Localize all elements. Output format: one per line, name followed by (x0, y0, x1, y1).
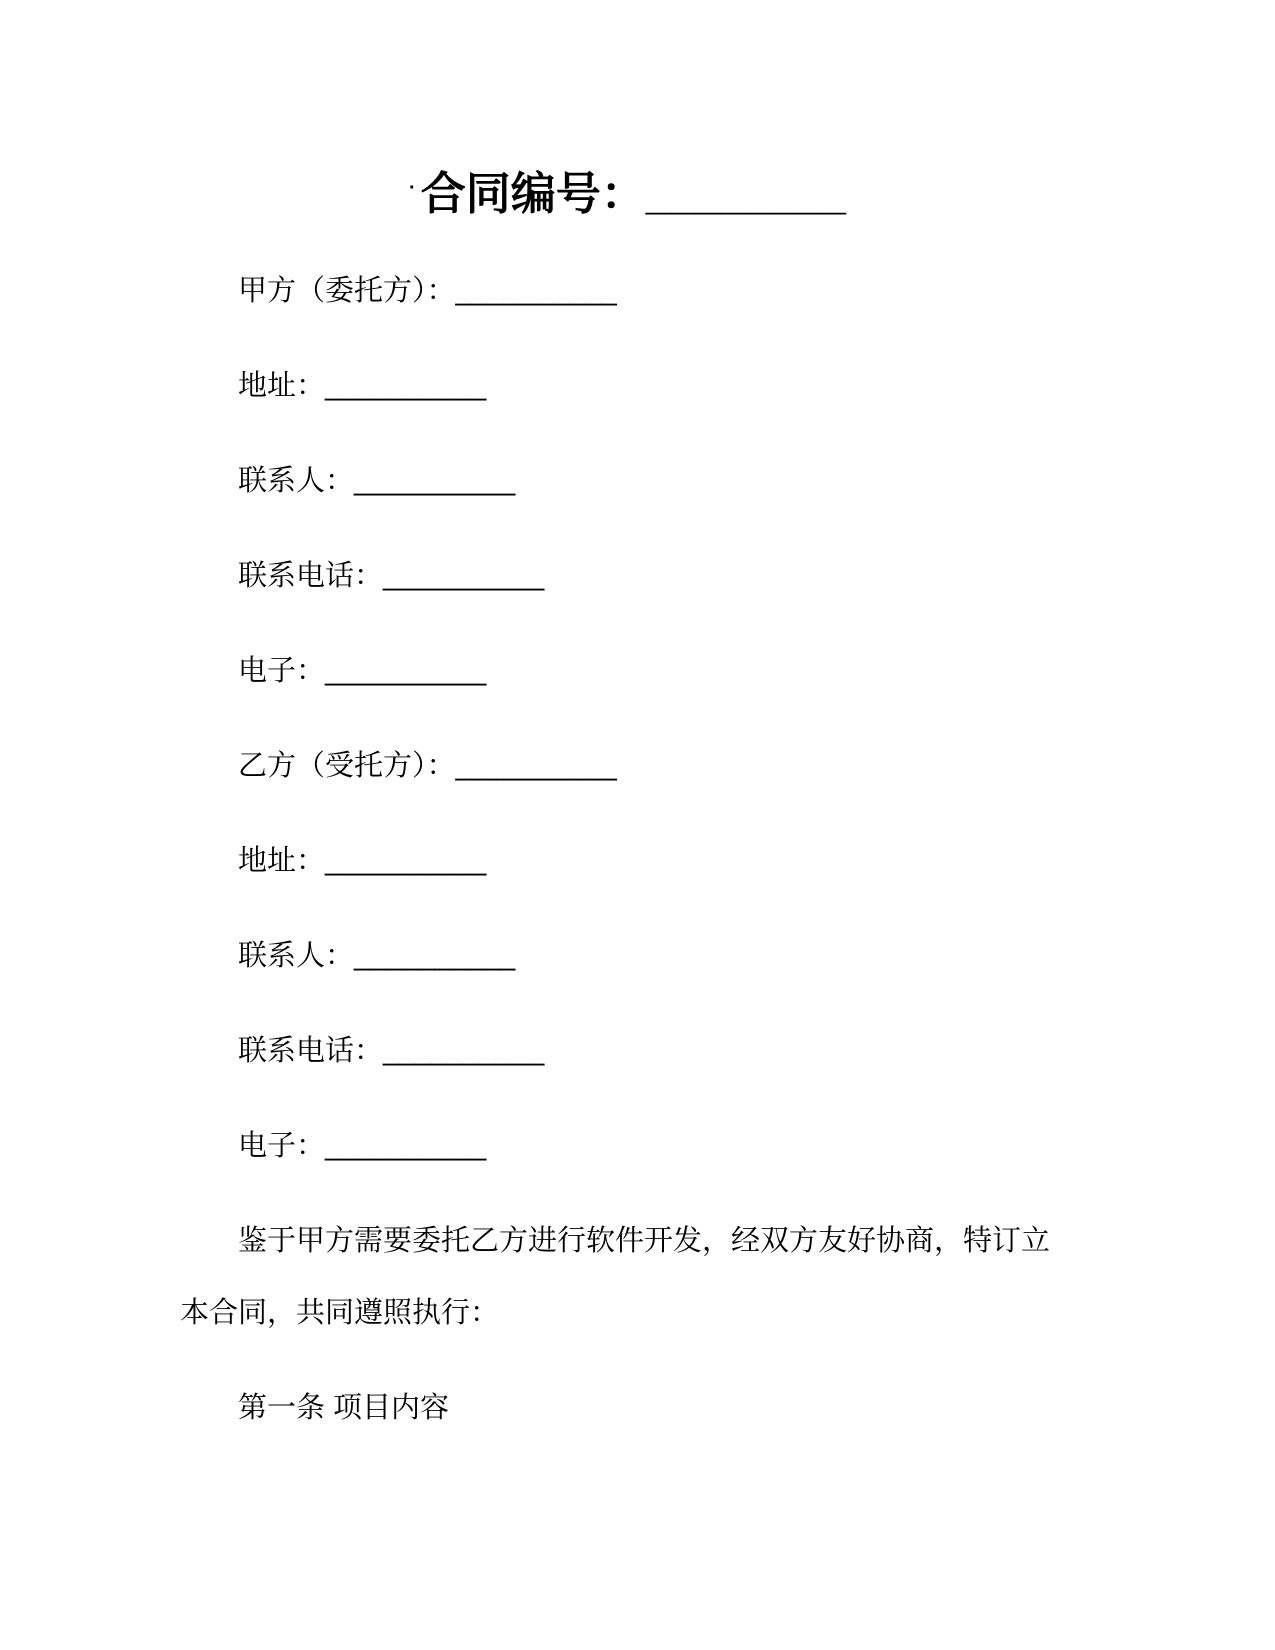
field-party-b-phone-blank-line: __________ (383, 1035, 545, 1067)
field-party-b-phone-label: 联系电话： (238, 1035, 384, 1067)
field-party-a-address (180, 350, 1075, 422)
field-party-a-contact-label: 联系人： (238, 465, 355, 497)
title-bullet-dot: · (409, 177, 416, 199)
field-party-b-contact-label: 联系人： (238, 940, 355, 972)
field-party-b-blank-line: __________ (455, 750, 617, 782)
field-party-a-contact (180, 445, 1075, 517)
field-party-a-email-label: 电子： (238, 655, 326, 687)
field-party-a-label: 甲方（委托方）： (238, 275, 456, 307)
contract-number-label: 合同编号： (420, 168, 646, 219)
field-party-a (180, 255, 1075, 327)
field-party-b-address-blank-line: __________ (325, 845, 487, 877)
field-party-a-address-blank-line: __________ (325, 370, 487, 402)
field-party-b-email (180, 1110, 1075, 1182)
field-party-a-email (180, 635, 1075, 707)
field-party-a-phone (180, 540, 1075, 612)
field-party-b-contact (180, 920, 1075, 992)
field-party-a-phone-label: 联系电话： (238, 560, 384, 592)
contract-number-blank-line: ________ (645, 168, 846, 219)
field-party-a-phone-blank-line: __________ (383, 560, 545, 592)
field-party-b-address (180, 825, 1075, 897)
intro-paragraph: 鉴于甲方需要委托乙方进行软件开发，经双方友好协商，特订立本合同，共同遵照执行： (180, 1225, 1051, 1329)
field-party-b-label: 乙方（受托方）： (238, 750, 456, 782)
field-party-b-address-label: 地址： (238, 845, 326, 877)
field-party-a-email-blank-line: __________ (325, 655, 487, 687)
field-party-b-email-label: 电子： (238, 1130, 326, 1162)
field-party-b-contact-blank-line: __________ (354, 940, 516, 972)
field-party-b-phone (180, 1015, 1075, 1087)
field-party-a-contact-blank-line: __________ (354, 465, 516, 497)
field-party-b (180, 730, 1075, 802)
contract-title (180, 158, 1075, 224)
field-party-b-email-blank-line: __________ (325, 1130, 487, 1162)
field-party-a-blank-line: __________ (455, 275, 617, 307)
article-1-heading: 第一条 项目内容 (238, 1392, 450, 1424)
field-party-a-address-label: 地址： (238, 370, 326, 402)
